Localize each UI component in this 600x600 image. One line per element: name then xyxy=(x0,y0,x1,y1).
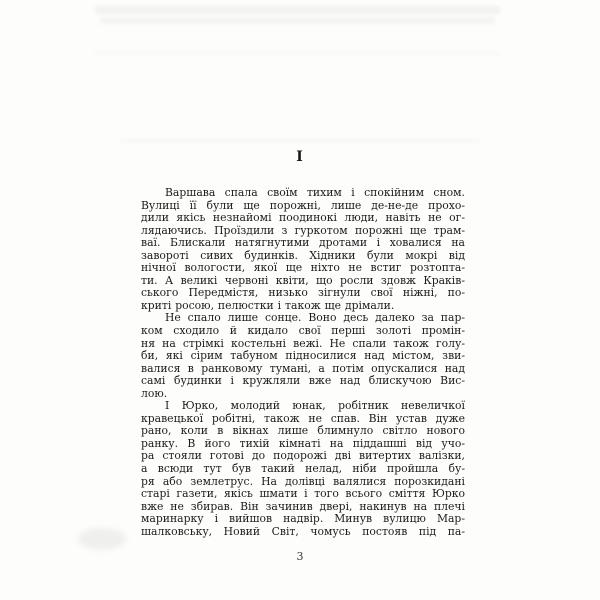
text-line: а всюди тут був такий нелад, ніби пройшла бу- xyxy=(141,462,465,476)
scan-artifact-bleedthrough xyxy=(100,17,495,24)
text-line: рано, коли в вікнах лише блимнуло світло нового xyxy=(141,424,465,438)
text-line: криті росою, пелюстки і також ще дрімали. xyxy=(141,298,395,312)
text-line: ранку. В його тихій кімнаті на піддашші від учо- xyxy=(141,436,465,450)
text-line: завороті сивих будинків. Хідники були мокрі від xyxy=(141,248,465,262)
text-line: ського Передмістя, низько зігнули свої ніжні, по- xyxy=(141,286,465,300)
scan-artifact-smudge xyxy=(78,528,126,550)
scan-artifact-bleedthrough xyxy=(95,6,500,14)
text-line: Не спало лише сонце. Воно десь далеко за пар- xyxy=(165,311,465,325)
text-block xyxy=(141,187,465,538)
chapter-heading: I xyxy=(296,149,304,165)
text-line: самі будинки і кружляли вже над блискучою Вис- xyxy=(141,374,465,388)
text-line: ваї. Блискали натягнутими дротами і ховалися на xyxy=(141,236,465,250)
text-line: ти. А великі червоні квіти, що росли здовж Краків- xyxy=(141,273,465,287)
text-line: вже не збирав. Він зачинив двері, накинув на плечі xyxy=(141,499,465,513)
text-line: кравецької робітні, також не спав. Він устав дуже xyxy=(141,411,465,425)
text-line: валися в ранковому тумані, а потім опускалися над xyxy=(141,361,465,375)
text-line: Варшава спала своїм тихим і спокійним сном. xyxy=(165,186,465,199)
text-line: нічної вологости, якої ще ніхто не встиг розтопта- xyxy=(141,261,465,275)
text-line: шалковську, Новий Світ, чомусь постояв під па- xyxy=(141,524,465,538)
text-line: ком сходило й кидало свої перші золоті промін- xyxy=(141,324,465,338)
text-line: ня на стрімкі костельні вежі. Не спали також голу- xyxy=(141,336,465,350)
page-number: 3 xyxy=(296,550,304,563)
text-line: лядаючись. Проїздили з гуркотом порожні ще трам- xyxy=(141,223,465,237)
text-line: І Юрко, молодий юнак, робітник невеличкої xyxy=(165,399,465,413)
scan-artifact-bleedthrough xyxy=(120,139,480,142)
text-line: би, які сірим табуном підносилися над містом, зви- xyxy=(141,349,465,363)
text-line: ря або землетрус. На долівці валялися порозкидані xyxy=(141,474,465,488)
text-line: Вулиці її були ще порожні, лише де-не-де прохо- xyxy=(141,198,465,212)
scan-artifact-bleedthrough xyxy=(95,52,500,55)
text-line: лою. xyxy=(141,386,168,400)
text-line: маринарку і вийшов надвір. Минув вулицю Мар- xyxy=(141,512,465,526)
text-line: старі газети, якісь шмати і того всього сміття Юрко xyxy=(141,487,465,501)
text-line: ра стояли готові до подорожі дві витертих валізки, xyxy=(141,449,465,463)
text-line: дили якісь незнайомі поодинокі люди, навіть не ог- xyxy=(141,211,465,225)
